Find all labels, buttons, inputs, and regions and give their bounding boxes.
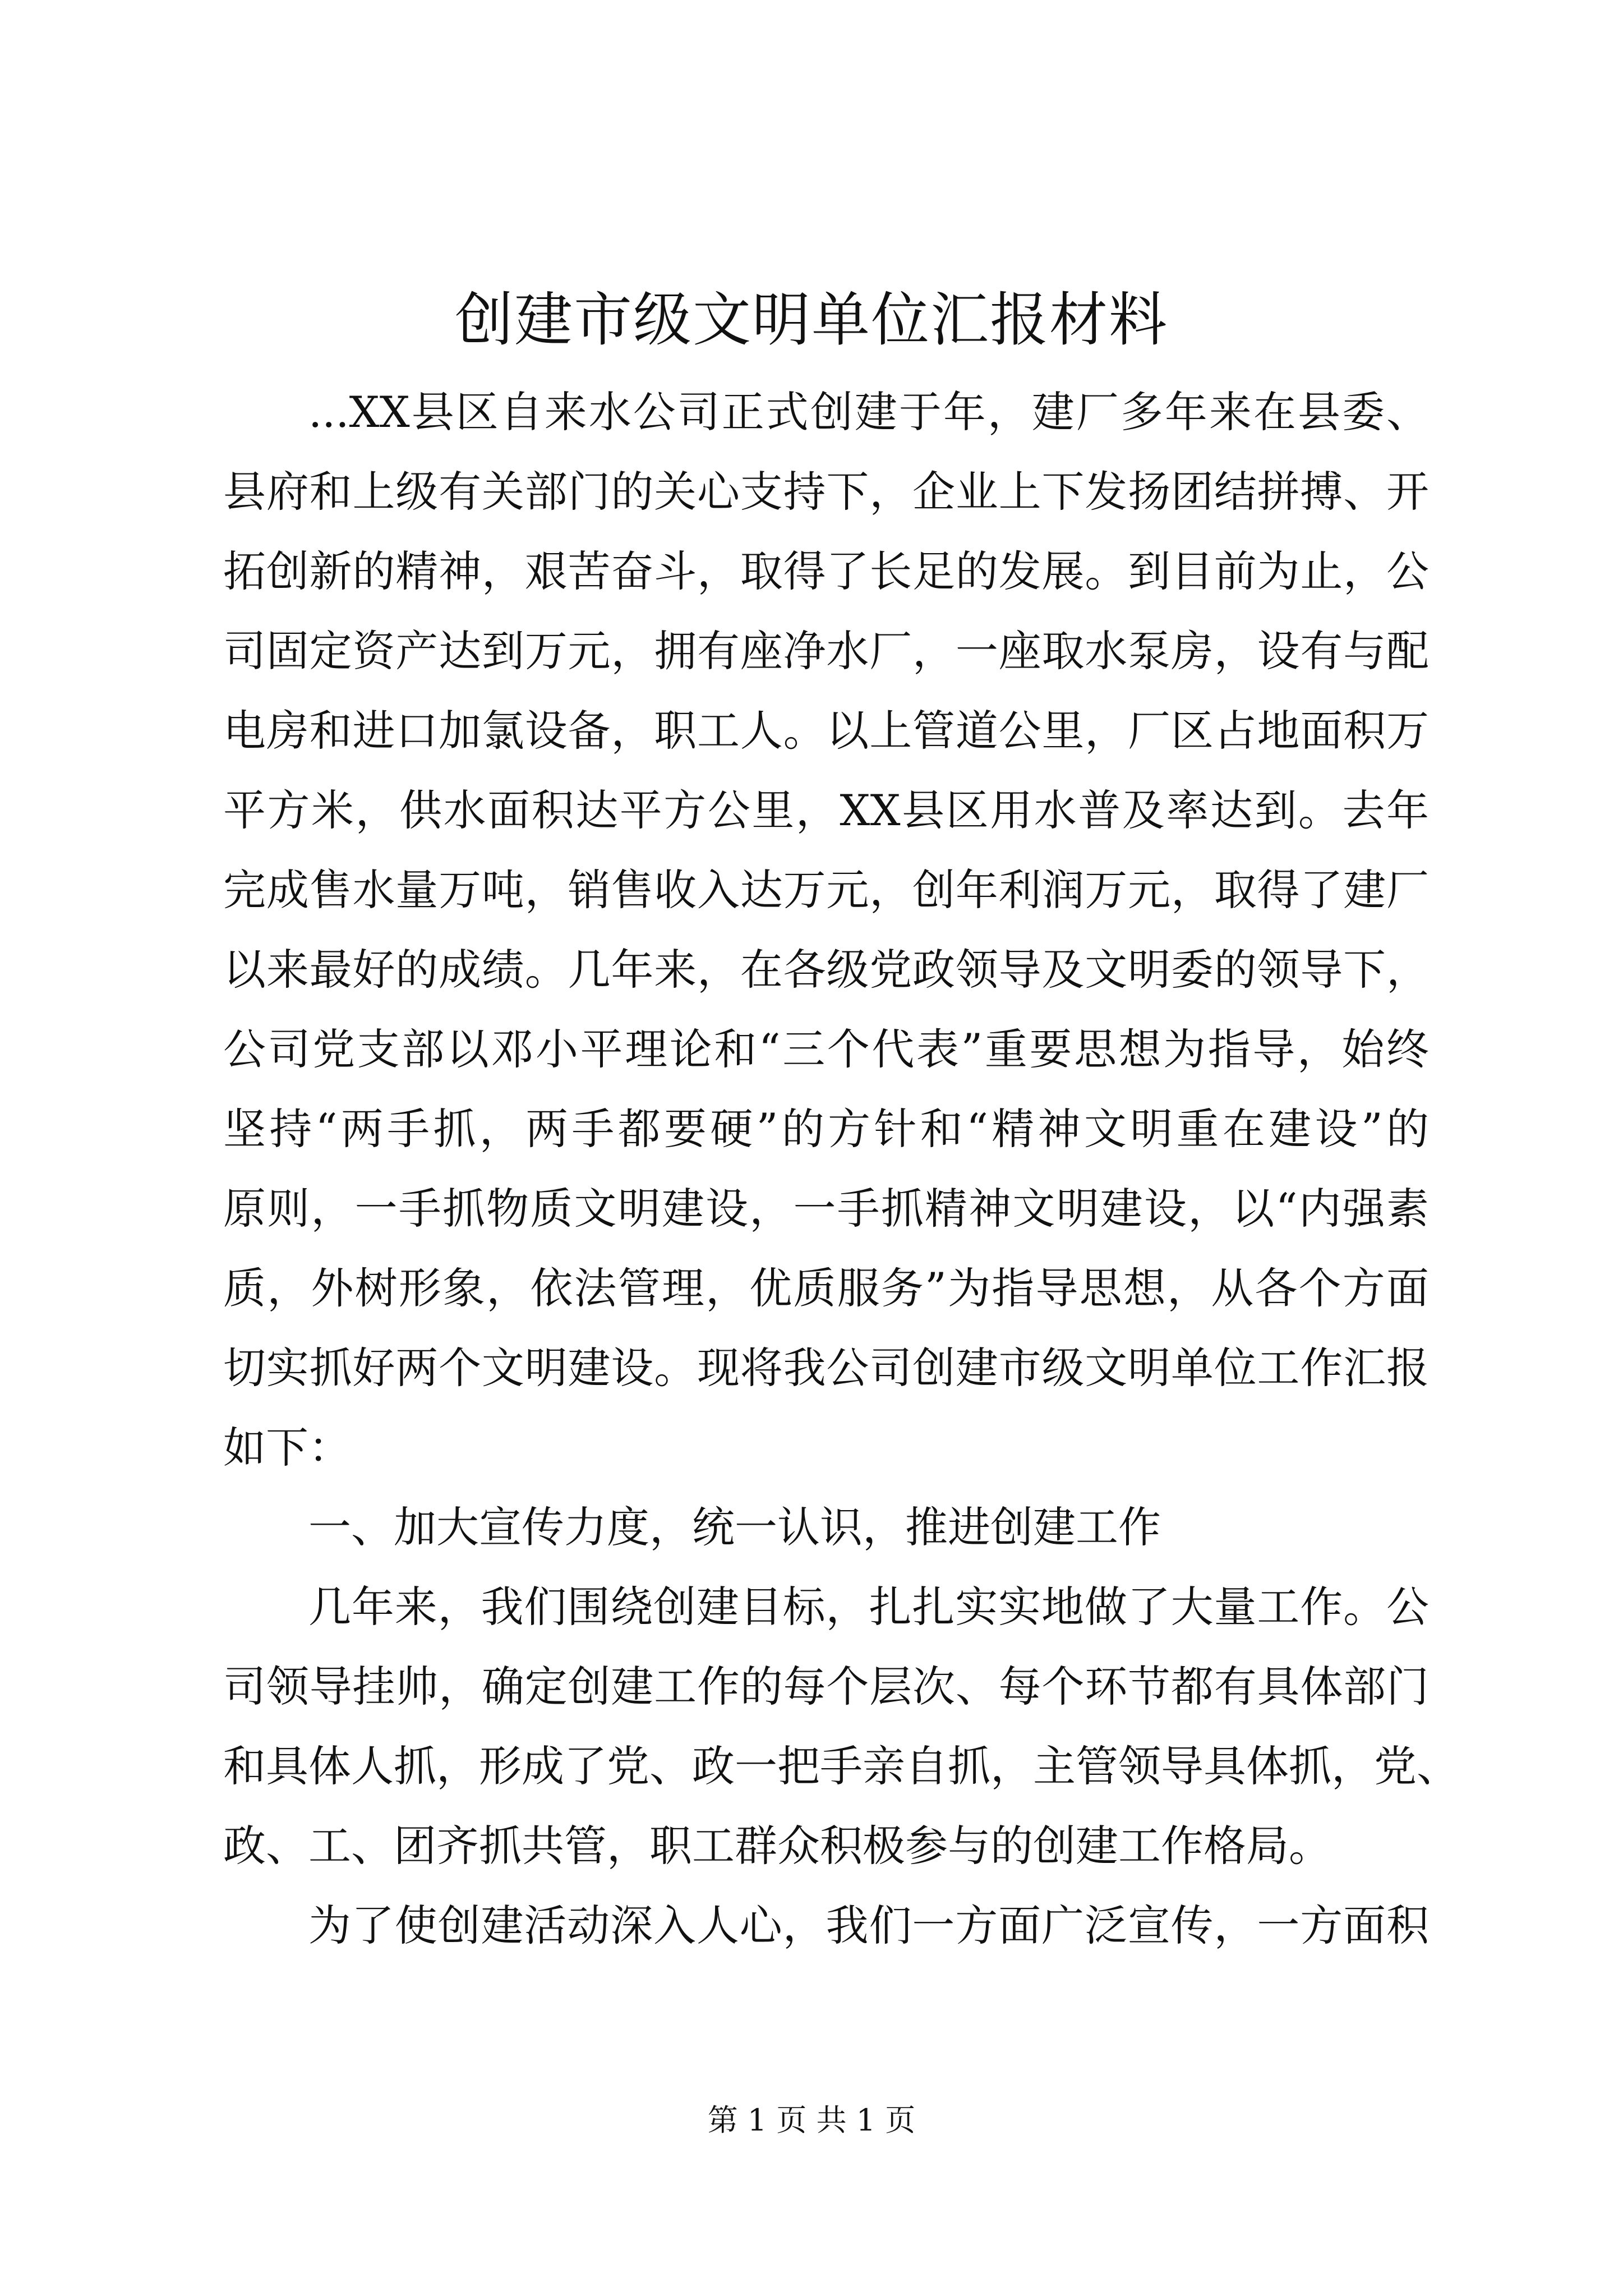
body-line: 县府和上级有关部门的关心支持下，企业上下发扬团结拼搏、开: [223, 467, 1429, 517]
body-line: 质，外树形象，依法管理，优质服务”为指导思想，从各个方面: [223, 1263, 1429, 1313]
body-line: 和具体人抓，形成了党、政一把手亲自抓，主管领导具体抓，党、: [223, 1741, 1459, 1791]
body-line: 平方米，供水面积达平方公里，XX县区用水普及率达到。去年: [223, 785, 1429, 835]
body-line: 原则，一手抓物质文明建设，一手抓精神文明建设，以“内强素: [223, 1184, 1429, 1234]
page-number-footer: 第 1 页 共 1 页: [707, 2102, 916, 2138]
body-line: 几年来，我们围绕创建目标，扎扎实实地做了大量工作。公: [308, 1582, 1429, 1632]
body-line: 如下：: [223, 1423, 351, 1473]
body-line: 政、工、团齐抓共管，职工群众积极参与的创建工作格局。: [223, 1821, 1331, 1871]
body-line: ...XX县区自来水公司正式创建于年，建厂多年来在县委、: [308, 387, 1429, 437]
body-line: 切实抓好两个文明建设。现将我公司创建市级文明单位工作汇报: [223, 1343, 1429, 1393]
document-title: 创建市级文明单位汇报材料: [454, 286, 1168, 354]
body-line: 拓创新的精神，艰苦奋斗，取得了长足的发展。到目前为止，公: [223, 546, 1429, 596]
body-line: 司固定资产达到万元，拥有座净水厂，一座取水泵房，设有与配: [223, 626, 1429, 676]
body-line: 公司党支部以邓小平理论和“三个代表”重要思想为指导，始终: [223, 1024, 1429, 1074]
body-line: 司领导挂帅，确定创建工作的每个层次、每个环节都有具体部门: [223, 1662, 1429, 1711]
section-heading: 一、加大宣传力度，统一认识，推进创建工作: [308, 1502, 1161, 1552]
body-line: 以来最好的成绩。几年来，在各级党政领导及文明委的领导下，: [223, 945, 1429, 995]
body-line: 坚持“两手抓，两手都要硬”的方针和“精神文明重在建设”的: [223, 1104, 1429, 1154]
body-line: 完成售水量万吨，销售收入达万元，创年利润万元，取得了建厂: [223, 865, 1429, 915]
body-line: 电房和进口加氯设备，职工人。以上管道公里，厂区占地面积万: [223, 706, 1429, 756]
document-body: [223, 372, 1459, 1966]
body-line: 为了使创建活动深入人心，我们一方面广泛宣传，一方面积: [308, 1901, 1429, 1950]
